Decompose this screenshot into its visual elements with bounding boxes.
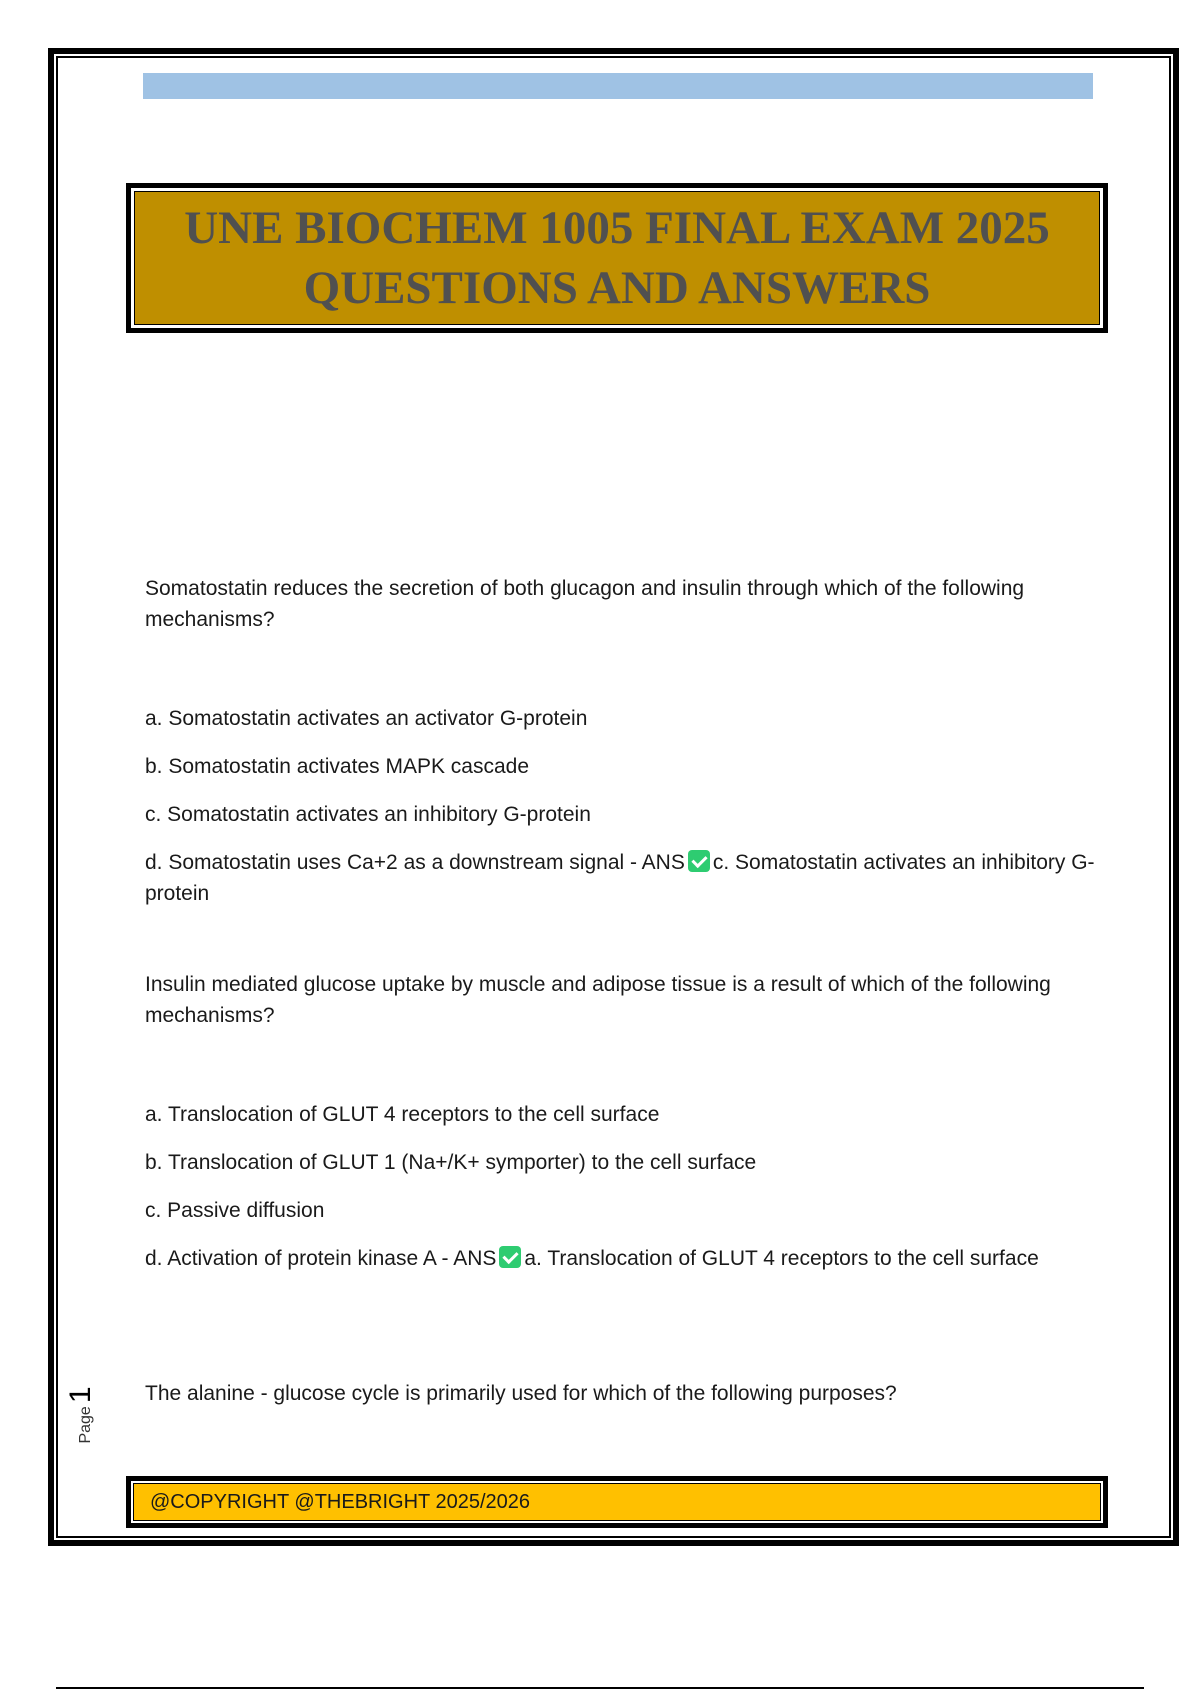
option-b: b. Somatostatin activates MAPK cascade [145, 755, 530, 778]
option-b: b. Translocation of GLUT 1 (Na+/K+ symporter) to the cell surface [145, 1151, 757, 1174]
header-color-bar [143, 73, 1093, 99]
option-d-with-answer [145, 847, 1095, 909]
document-title-line-1: UNE BIOCHEM 1005 FINAL EXAM 2025 [184, 202, 1050, 254]
answer-text: a. Translocation of GLUT 4 receptors to the cell surface [524, 1247, 1039, 1270]
option-a: a. Somatostatin activates an activator G-protein [145, 707, 588, 730]
option-d: d. Activation of protein kinase A - ANS [145, 1247, 497, 1270]
bottom-divider [56, 1687, 1144, 1689]
footer-fill [133, 1483, 1101, 1521]
checkmark-icon [499, 1246, 521, 1268]
page-number-label [56, 1375, 106, 1455]
answer-text: c. Somatostatin activates an inhibitory G-protein [145, 851, 1095, 905]
checkmark-icon [688, 850, 710, 872]
title-box [126, 183, 1108, 333]
option-c: c. Somatostatin activates an inhibitory G-protein [145, 803, 591, 826]
question-block-1 [145, 573, 1095, 909]
option-d: d. Somatostatin uses Ca+2 as a downstream signal - ANS [145, 851, 685, 874]
questions-content [145, 573, 1095, 1334]
title-box-fill [134, 191, 1100, 325]
question-text: The alanine - glucose cycle is primarily used for which of the following purposes? [145, 1382, 897, 1405]
document-title-line-2: QUESTIONS AND ANSWERS [303, 262, 931, 314]
page-word: Page [77, 1406, 94, 1444]
question-text: Insulin mediated glucose uptake by muscle and adipose tissue is a result of which of the following mechanisms? [145, 973, 1051, 1027]
page-number: 1 [64, 1386, 97, 1404]
question-block-2 [145, 969, 1095, 1274]
copyright-text: @COPYRIGHT @THEBRIGHT 2025/2026 [150, 1490, 530, 1513]
option-d-with-answer [145, 1243, 1095, 1274]
question-text: Somatostatin reduces the secretion of both glucagon and insulin through which of the following mechanisms? [145, 577, 1025, 631]
question-block-3 [145, 1378, 1095, 1409]
option-a: a. Translocation of GLUT 4 receptors to the cell surface [145, 1103, 660, 1126]
footer-box [126, 1476, 1108, 1528]
option-c: c. Passive diffusion [145, 1199, 325, 1222]
